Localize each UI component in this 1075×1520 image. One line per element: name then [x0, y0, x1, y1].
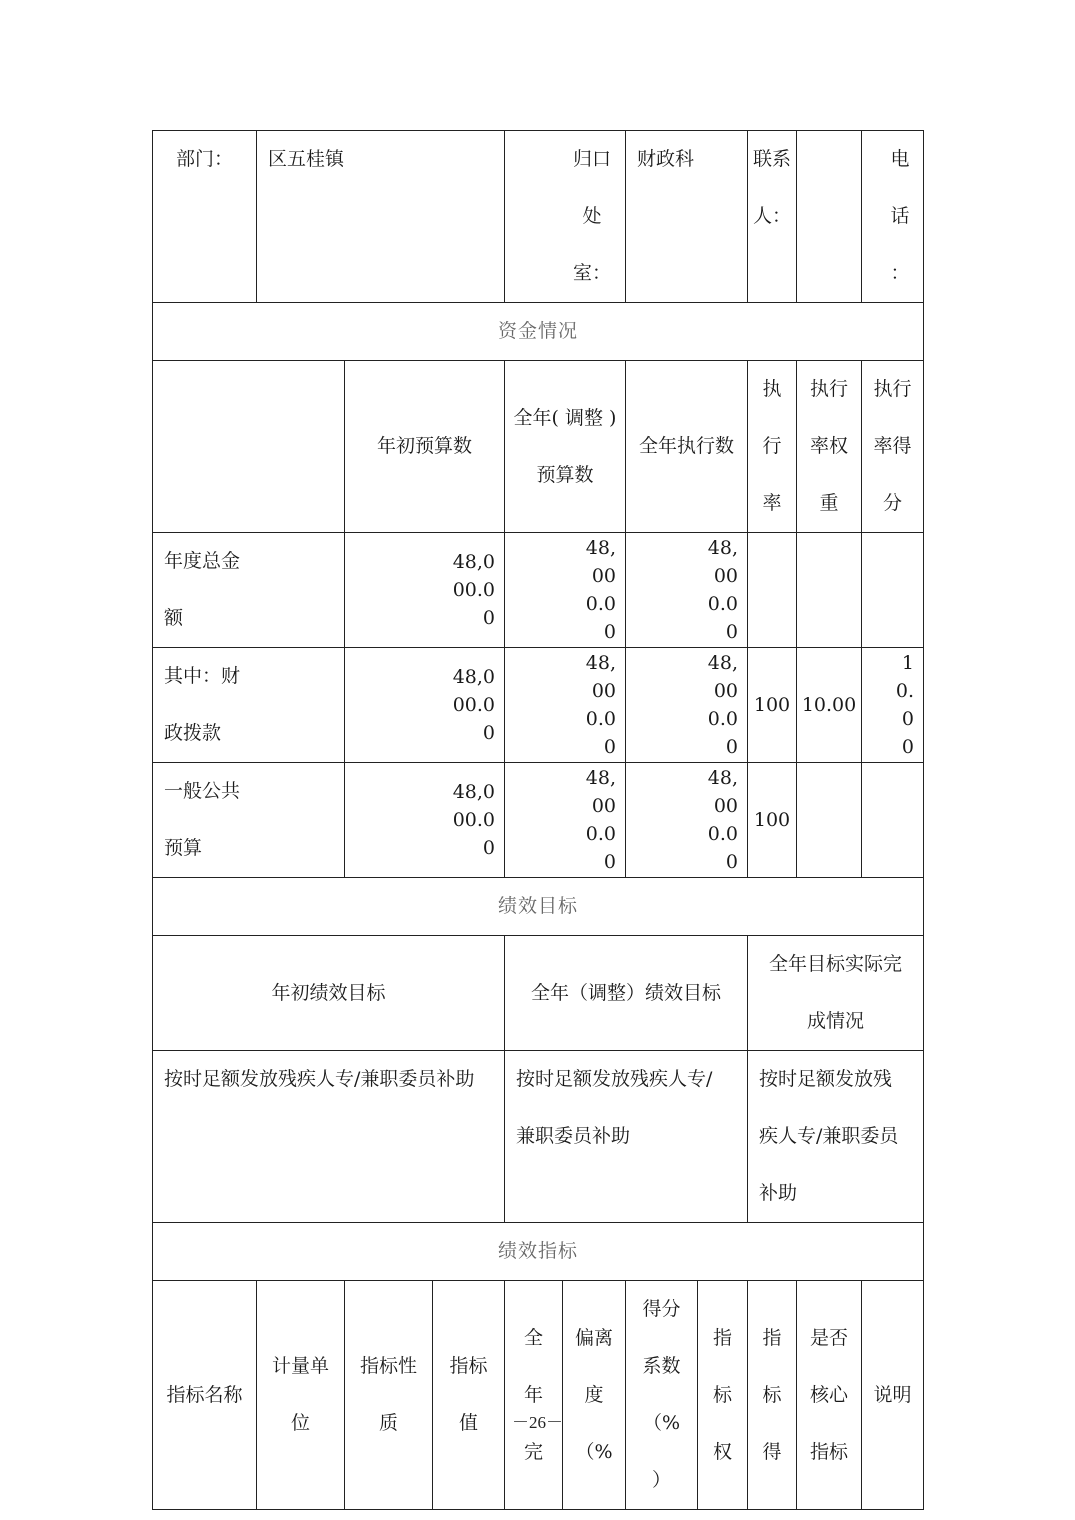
- ind-header-score: 指标得: [748, 1281, 797, 1510]
- contact-label: 联系人：: [748, 131, 797, 303]
- funds-row-fiscal: [153, 648, 924, 763]
- office-label: 归口处室：: [505, 131, 626, 303]
- funds-row-total: [153, 533, 924, 648]
- indicators-header-row: [153, 1281, 924, 1510]
- goals-header-actual: 全年目标实际完成情况: [748, 936, 924, 1051]
- funds-cell-initial: 48,000.00: [345, 648, 505, 763]
- funds-header-blank: [153, 361, 345, 533]
- funds-cell-rate: 100: [748, 763, 797, 878]
- funds-header-row: [153, 361, 924, 533]
- dept-value: 区五桂镇: [257, 131, 505, 303]
- funds-header-initial: 年初预算数: [345, 361, 505, 533]
- funds-row-general: [153, 763, 924, 878]
- dept-label: 部门：: [153, 131, 257, 303]
- ind-header-coefficient: 得分系数（%）: [626, 1281, 698, 1510]
- funds-header-score: 执行率得分: [862, 361, 924, 533]
- funds-header-weight: 执行率权重: [797, 361, 862, 533]
- goal-initial: 按时足额发放残疾人专/兼职委员补助: [153, 1051, 505, 1223]
- ind-header-nature: 指标性质: [345, 1281, 433, 1510]
- office-value-cell: 财政科: [626, 131, 748, 303]
- funds-cell-adjusted: 48,000.00: [505, 648, 626, 763]
- goals-header-initial: 年初绩效目标: [153, 936, 505, 1051]
- funds-section-title: 资金情况: [153, 303, 924, 361]
- funds-cell-weight: [797, 763, 862, 878]
- funds-cell-initial: 48,000.00: [345, 533, 505, 648]
- funds-cell-executed: 48,000.00: [626, 648, 748, 763]
- goals-header-row: [153, 936, 924, 1051]
- funds-cell-adjusted: 48,000.00: [505, 533, 626, 648]
- ind-header-unit: 计量单位: [257, 1281, 345, 1510]
- info-row: [153, 131, 924, 303]
- goal-adjusted: 按时足额发放残疾人专/兼职委员补助: [505, 1051, 748, 1223]
- funds-header-executed: 全年执行数: [626, 361, 748, 533]
- contact-value: [797, 131, 862, 303]
- ind-header-completion: 全年完: [505, 1281, 563, 1510]
- funds-cell-adjusted: 48,000.00: [505, 763, 626, 878]
- funds-cell-executed: 48,000.00: [626, 533, 748, 648]
- funds-header-adjusted: 全年( 调整 ) 预算数: [505, 361, 626, 533]
- ind-header-name: 指标名称: [153, 1281, 257, 1510]
- funds-header-rate: 执行率: [748, 361, 797, 533]
- funds-row-label: 一般公共预算: [153, 763, 345, 878]
- goal-actual: 按时足额发放残疾人专/兼职委员补助: [748, 1051, 924, 1223]
- goals-content-row: [153, 1051, 924, 1223]
- funds-cell-score: 10.00: [862, 648, 924, 763]
- ind-header-value: 指标值: [433, 1281, 505, 1510]
- funds-cell-weight: [797, 533, 862, 648]
- funds-cell-score: [862, 763, 924, 878]
- ind-header-deviation: 偏离度（%: [563, 1281, 626, 1510]
- ind-header-weight: 指标权: [698, 1281, 748, 1510]
- page-number: －26－: [512, 1413, 563, 1432]
- funds-cell-weight: 10.00: [797, 648, 862, 763]
- funds-row-label: 年度总金额: [153, 533, 345, 648]
- funds-cell-executed: 48,000.00: [626, 763, 748, 878]
- goals-section-title: 绩效目标: [153, 878, 924, 936]
- phone-label: 电话：: [862, 131, 924, 303]
- funds-cell-rate: [748, 533, 797, 648]
- funds-cell-score: [862, 533, 924, 648]
- goals-header-adjusted: 全年（调整）绩效目标: [505, 936, 748, 1051]
- ind-header-core: 是否核心指标: [797, 1281, 862, 1510]
- indicators-section-title: 绩效指标: [153, 1223, 924, 1281]
- funds-cell-initial: 48,000.00: [345, 763, 505, 878]
- budget-performance-table: [152, 130, 924, 1510]
- funds-cell-rate: 100: [748, 648, 797, 763]
- ind-header-note: 说明: [862, 1281, 924, 1510]
- funds-row-label: 其中：财政拨款: [153, 648, 345, 763]
